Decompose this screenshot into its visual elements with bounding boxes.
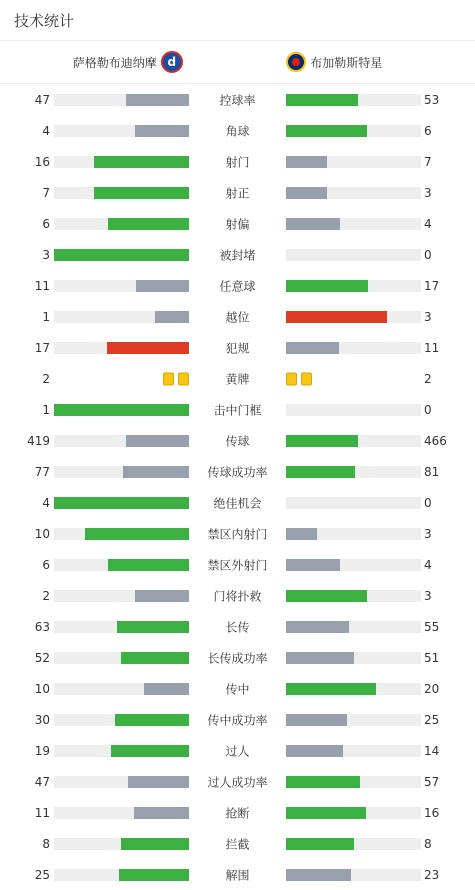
stat-label: 拦截 [189, 835, 286, 852]
away-stat-bar-fill [286, 714, 347, 726]
home-stat-bar-fill [54, 497, 189, 509]
away-stat-bar-fill [286, 218, 340, 230]
home-stat-value: 4 [0, 124, 50, 138]
stat-label: 射门 [189, 153, 286, 170]
stats-list [0, 84, 475, 890]
home-stat-value: 47 [0, 93, 50, 107]
away-stat-value: 20 [424, 682, 439, 696]
home-stat-value: 4 [0, 496, 50, 510]
stat-row [0, 332, 475, 363]
home-stat-bar-fill [111, 745, 189, 757]
yellow-card-icon [178, 372, 189, 385]
home-stat-value: 16 [0, 155, 50, 169]
home-stat-value: 19 [0, 744, 50, 758]
home-stat-value: 3 [0, 248, 50, 262]
away-stat-bar [286, 404, 421, 416]
home-stat-value: 419 [0, 434, 50, 448]
home-stat-bar-fill [134, 807, 189, 819]
stat-label: 禁区外射门 [189, 556, 286, 573]
home-stat-bar-fill [121, 652, 189, 664]
stat-label: 传中 [189, 680, 286, 697]
home-stat-bar [54, 652, 189, 664]
away-stat-bar [286, 342, 421, 354]
home-stat-bar [54, 807, 189, 819]
home-stat-bar [54, 342, 189, 354]
away-stat-bar-fill [286, 652, 354, 664]
away-stat-bar-fill [286, 528, 317, 540]
home-team-logo-icon: d [161, 51, 183, 73]
away-stat-bar-fill [286, 466, 355, 478]
stat-label: 绝佳机会 [189, 494, 286, 511]
home-stat-bar-fill [54, 249, 189, 261]
home-stat-value: 10 [0, 682, 50, 696]
yellow-card-icon [163, 372, 174, 385]
away-stat-value: 23 [424, 868, 439, 882]
away-stat-bar [286, 156, 421, 168]
away-stat-bar [286, 249, 421, 261]
home-stat-value: 10 [0, 527, 50, 541]
away-stat-bar [286, 435, 421, 447]
home-stat-bar-fill [126, 94, 189, 106]
home-stat-bar [54, 156, 189, 168]
home-stat-bar [54, 528, 189, 540]
away-stat-bar-fill [286, 187, 327, 199]
home-stat-value: 6 [0, 558, 50, 572]
home-team[interactable] [0, 51, 238, 73]
stat-row [0, 456, 475, 487]
home-stat-bar-fill [119, 869, 189, 881]
home-stat-value: 11 [0, 279, 50, 293]
home-stat-bar-fill [135, 590, 189, 602]
stat-label: 黄牌 [189, 370, 286, 387]
home-stat-bar [54, 311, 189, 323]
header [0, 0, 475, 41]
away-stat-bar-fill [286, 745, 343, 757]
home-stat-bar-fill [121, 838, 189, 850]
stat-label: 传球 [189, 432, 286, 449]
away-stat-value: 3 [424, 589, 432, 603]
home-stat-bar [54, 497, 189, 509]
stat-row [0, 363, 475, 394]
home-stat-bar-fill [123, 466, 189, 478]
away-stat-bar [286, 125, 421, 137]
stat-row [0, 766, 475, 797]
home-stat-value: 2 [0, 372, 50, 386]
stat-label: 抢断 [189, 804, 286, 821]
away-stat-bar [286, 218, 421, 230]
away-stat-bar-fill [286, 280, 368, 292]
away-team[interactable] [238, 52, 475, 72]
stat-row [0, 301, 475, 332]
away-stat-value: 466 [424, 434, 447, 448]
stat-row [0, 208, 475, 239]
away-stat-bar [286, 466, 421, 478]
away-stat-bar-fill [286, 94, 358, 106]
home-stat-bar [54, 466, 189, 478]
stat-row [0, 394, 475, 425]
away-stat-bar [286, 683, 421, 695]
away-stat-value: 57 [424, 775, 439, 789]
teams-bar [0, 41, 475, 84]
away-yellow-cards [286, 372, 312, 385]
away-stat-value: 0 [424, 403, 432, 417]
stat-row [0, 115, 475, 146]
home-stat-bar-fill [108, 559, 189, 571]
away-team-name: 布加勒斯特星 [310, 54, 382, 71]
home-stat-bar [54, 218, 189, 230]
home-stat-value: 25 [0, 868, 50, 882]
home-stat-value: 8 [0, 837, 50, 851]
stat-row [0, 84, 475, 115]
away-stat-bar-fill [286, 807, 366, 819]
away-stat-value: 6 [424, 124, 432, 138]
stat-row [0, 859, 475, 890]
away-stat-bar-fill [286, 311, 387, 323]
away-stat-value: 0 [424, 248, 432, 262]
home-stat-bar [54, 838, 189, 850]
stat-label: 过人 [189, 742, 286, 759]
stat-label: 传中成功率 [189, 711, 286, 728]
home-team-name: 萨格勒布迪纳摩 [73, 54, 157, 71]
home-stat-value: 63 [0, 620, 50, 634]
away-stat-value: 4 [424, 558, 432, 572]
stat-row [0, 580, 475, 611]
home-stat-bar-fill [117, 621, 189, 633]
home-stat-value: 30 [0, 713, 50, 727]
away-stat-bar-fill [286, 125, 367, 137]
away-stat-bar-fill [286, 435, 358, 447]
away-stat-bar-fill [286, 776, 360, 788]
away-stat-bar-fill [286, 156, 327, 168]
away-stat-value: 8 [424, 837, 432, 851]
home-stat-value: 1 [0, 403, 50, 417]
stat-label: 被封堵 [189, 246, 286, 263]
home-stat-value: 77 [0, 465, 50, 479]
away-stat-value: 55 [424, 620, 439, 634]
home-stat-bar-fill [115, 714, 189, 726]
away-stat-bar [286, 94, 421, 106]
yellow-card-icon [301, 372, 312, 385]
home-stat-bar [54, 621, 189, 633]
away-stat-bar-fill [286, 590, 367, 602]
home-stat-value: 47 [0, 775, 50, 789]
yellow-card-icon [286, 372, 297, 385]
home-stat-bar-fill [128, 776, 189, 788]
away-stat-bar [286, 187, 421, 199]
away-stat-bar [286, 714, 421, 726]
away-stat-value: 0 [424, 496, 432, 510]
stat-row [0, 487, 475, 518]
home-stat-value: 17 [0, 341, 50, 355]
home-stat-bar-fill [94, 156, 189, 168]
away-stat-value: 14 [424, 744, 439, 758]
away-stat-value: 81 [424, 465, 439, 479]
away-stat-value: 7 [424, 155, 432, 169]
away-stat-bar [286, 776, 421, 788]
stat-row [0, 704, 475, 735]
stat-row [0, 642, 475, 673]
stat-label: 射正 [189, 184, 286, 201]
away-stat-value: 4 [424, 217, 432, 231]
stat-row [0, 673, 475, 704]
home-stat-bar [54, 869, 189, 881]
stat-row [0, 828, 475, 859]
home-stat-bar [54, 776, 189, 788]
stat-label: 角球 [189, 122, 286, 139]
away-stat-bar-fill [286, 869, 351, 881]
stat-label: 禁区内射门 [189, 525, 286, 542]
stat-label: 越位 [189, 308, 286, 325]
home-stat-bar [54, 683, 189, 695]
home-stat-value: 6 [0, 217, 50, 231]
away-stat-value: 51 [424, 651, 439, 665]
away-stat-bar [286, 590, 421, 602]
away-stat-value: 53 [424, 93, 439, 107]
stat-label: 控球率 [189, 91, 286, 108]
home-stat-bar [54, 249, 189, 261]
away-stat-bar [286, 838, 421, 850]
away-stat-bar-fill [286, 559, 340, 571]
home-stat-bar-fill [136, 280, 189, 292]
away-stat-value: 3 [424, 527, 432, 541]
home-stat-value: 2 [0, 589, 50, 603]
stat-row [0, 425, 475, 456]
home-stat-bar-fill [135, 125, 189, 137]
stat-row [0, 518, 475, 549]
away-stat-bar [286, 497, 421, 509]
home-stat-bar [54, 590, 189, 602]
away-stat-bar [286, 652, 421, 664]
stat-label: 长传成功率 [189, 649, 286, 666]
home-stat-value: 52 [0, 651, 50, 665]
home-stat-bar [54, 125, 189, 137]
stat-row [0, 239, 475, 270]
home-stat-bar-fill [108, 218, 189, 230]
stat-label: 过人成功率 [189, 773, 286, 790]
stat-row [0, 177, 475, 208]
stat-label: 犯规 [189, 339, 286, 356]
home-stat-bar [54, 745, 189, 757]
home-stat-value: 7 [0, 186, 50, 200]
home-stat-bar-fill [94, 187, 189, 199]
stat-label: 射偏 [189, 215, 286, 232]
home-stat-bar-fill [126, 435, 189, 447]
away-stat-bar [286, 559, 421, 571]
home-stat-bar [54, 559, 189, 571]
home-stat-bar-fill [54, 404, 189, 416]
stat-label: 任意球 [189, 277, 286, 294]
away-stat-value: 16 [424, 806, 439, 820]
home-stat-bar [54, 404, 189, 416]
home-stat-value: 1 [0, 310, 50, 324]
away-stat-bar-fill [286, 621, 349, 633]
home-stat-bar [54, 280, 189, 292]
stat-row [0, 735, 475, 766]
away-stat-bar-fill [286, 683, 376, 695]
away-stat-bar [286, 807, 421, 819]
away-stat-bar-fill [286, 342, 339, 354]
stat-label: 击中门框 [189, 401, 286, 418]
home-stat-bar-fill [144, 683, 189, 695]
stat-row [0, 270, 475, 301]
home-stat-bar [54, 435, 189, 447]
away-stat-value: 3 [424, 186, 432, 200]
home-yellow-cards [163, 372, 189, 385]
home-stat-bar-fill [85, 528, 189, 540]
away-stat-bar [286, 311, 421, 323]
home-stat-bar-fill [155, 311, 189, 323]
away-stat-value: 25 [424, 713, 439, 727]
stat-label: 传球成功率 [189, 463, 286, 480]
away-stat-value: 2 [424, 372, 432, 386]
away-team-logo-icon [286, 52, 306, 72]
away-stat-bar-fill [286, 838, 354, 850]
away-stat-value: 17 [424, 279, 439, 293]
away-stat-bar [286, 869, 421, 881]
away-stat-value: 11 [424, 341, 439, 355]
stat-label: 长传 [189, 618, 286, 635]
stat-row [0, 797, 475, 828]
home-stat-value: 11 [0, 806, 50, 820]
home-stat-bar-fill [107, 342, 189, 354]
home-stat-bar [54, 187, 189, 199]
home-stat-bar [54, 94, 189, 106]
stat-label: 解围 [189, 866, 286, 883]
away-stat-bar [286, 528, 421, 540]
away-stat-bar [286, 621, 421, 633]
stat-label: 门将扑救 [189, 587, 286, 604]
away-stat-value: 3 [424, 310, 432, 324]
stat-row [0, 146, 475, 177]
stat-row [0, 549, 475, 580]
away-stat-bar [286, 280, 421, 292]
page-title: 技术统计 [14, 10, 74, 31]
home-stat-bar [54, 714, 189, 726]
stat-row [0, 611, 475, 642]
away-stat-bar [286, 745, 421, 757]
